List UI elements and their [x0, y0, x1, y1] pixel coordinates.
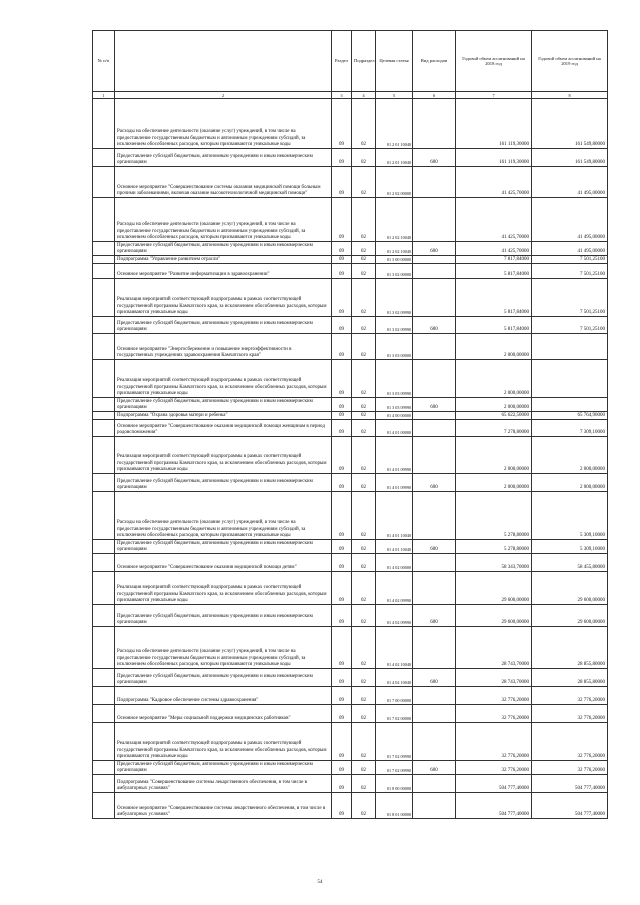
cell-2018: 32 776,20000 — [456, 723, 532, 761]
cell-target: 01 3 03 09990 — [376, 360, 413, 398]
cell-2018: 504 777,40000 — [456, 793, 532, 819]
cell-2019: 5 309,10000 — [532, 492, 608, 540]
table-row — [93, 775, 608, 793]
table-row — [93, 398, 608, 412]
cell-2018: 28 743,70000 — [456, 627, 532, 669]
cell-2019: 7 501,25100 — [532, 317, 608, 334]
header-podrazdel: Подраздел — [352, 31, 376, 92]
cell-2019: 2 000,00000 — [532, 437, 608, 474]
cell-razdel: 09 — [332, 167, 352, 198]
cell-razdel: 09 — [332, 198, 352, 242]
cell-podrazdel: 02 — [352, 149, 376, 167]
cell-2019: 161 549,80000 — [532, 149, 608, 167]
cell-razdel: 09 — [332, 554, 352, 572]
cell-2018: 5 278,80000 — [456, 492, 532, 540]
cell-num — [93, 256, 115, 264]
cell-num — [93, 198, 115, 242]
cell-podrazdel: 02 — [352, 687, 376, 705]
cell-num — [93, 554, 115, 572]
table-body — [93, 99, 608, 819]
cell-2019 — [532, 334, 608, 360]
table-row — [93, 627, 608, 669]
cell-name: Подпрограмма "Кадровое обеспечение системы здравоохранения" — [115, 687, 332, 705]
cell-podrazdel: 02 — [352, 256, 376, 264]
cell-vid — [413, 334, 456, 360]
column-number: 8 — [532, 92, 608, 99]
table-row — [93, 317, 608, 334]
cell-vid: 600 — [413, 398, 456, 412]
cell-razdel: 09 — [332, 99, 352, 149]
cell-name: Предоставление субсидий бюджетным, автономным учреждениям и иным некоммерческим организациям — [115, 669, 332, 687]
cell-podrazdel: 02 — [352, 723, 376, 761]
table-row — [93, 256, 608, 264]
cell-2019: 7 501,25100 — [532, 256, 608, 264]
cell-2019: 58 455,80000 — [532, 554, 608, 572]
cell-name: Реализация мероприятий соответствующей подпрограммы в рамках соответствующей государственной программы Камчатского края, за исключением обособленных расходов, которым присваиваются уникальные коды — [115, 723, 332, 761]
cell-target: 01 2 01 10040 — [376, 149, 413, 167]
cell-name: Реализация мероприятий соответствующей подпрограммы в рамках соответствующей государственной программы Камчатского края, за исключением обособленных расходов, которым присваиваются уникальные коды — [115, 360, 332, 398]
cell-razdel: 09 — [332, 264, 352, 279]
table-row — [93, 264, 608, 279]
cell-podrazdel: 02 — [352, 360, 376, 398]
cell-2018: 29 600,00000 — [456, 572, 532, 605]
header-target: Целевая статья — [376, 31, 413, 92]
cell-name: Основное мероприятие "Совершенствование оказания медицинской помощи детям" — [115, 554, 332, 572]
table-row — [93, 437, 608, 474]
table-row — [93, 360, 608, 398]
cell-razdel: 09 — [332, 256, 352, 264]
cell-target: 01 3 03 09990 — [376, 398, 413, 412]
cell-name: Расходы на обеспечение деятельности (оказание услуг) учреждений, в том числе на предоставление государственным бюджетным и автономным учреждениям субсидий, за исключением обособленных расходов, которым присваиваются уникальные коды — [115, 198, 332, 242]
cell-vid — [413, 99, 456, 149]
cell-podrazdel: 02 — [352, 437, 376, 474]
cell-target: 01 3 00 00000 — [376, 256, 413, 264]
table-row — [93, 334, 608, 360]
cell-2018: 5 278,80000 — [456, 540, 532, 554]
cell-vid — [413, 705, 456, 723]
cell-vid: 600 — [413, 761, 456, 775]
cell-2018: 2 000,00000 — [456, 437, 532, 474]
cell-vid — [413, 412, 456, 420]
cell-2018: 65 622,50000 — [456, 412, 532, 420]
cell-name: Подпрограмма "Управление развитием отрасли" — [115, 256, 332, 264]
cell-target: 01 4 02 00000 — [376, 554, 413, 572]
cell-num — [93, 149, 115, 167]
cell-podrazdel: 02 — [352, 627, 376, 669]
cell-num — [93, 775, 115, 793]
cell-num — [93, 437, 115, 474]
cell-num — [93, 669, 115, 687]
cell-num — [93, 398, 115, 412]
cell-target: 01 7 00 00000 — [376, 687, 413, 705]
cell-podrazdel: 02 — [352, 264, 376, 279]
cell-target: 01 2 02 10040 — [376, 242, 413, 256]
cell-2018: 2 000,00000 — [456, 360, 532, 398]
table-row — [93, 554, 608, 572]
cell-2018: 161 119,30000 — [456, 149, 532, 167]
cell-2018: 161 119,30000 — [456, 99, 532, 149]
cell-num — [93, 687, 115, 705]
cell-num — [93, 761, 115, 775]
cell-2019: 161 549,80000 — [532, 99, 608, 149]
header-vid: Вид расходов — [413, 31, 456, 92]
cell-podrazdel: 02 — [352, 398, 376, 412]
cell-2019: 32 776,20000 — [532, 723, 608, 761]
cell-razdel: 09 — [332, 360, 352, 398]
column-number-row — [93, 92, 608, 99]
cell-num — [93, 793, 115, 819]
page-number: 54 — [317, 880, 323, 885]
cell-razdel: 09 — [332, 279, 352, 317]
cell-target: 01 3 02 09990 — [376, 317, 413, 334]
table-row — [93, 687, 608, 705]
cell-2018: 5 817,84000 — [456, 264, 532, 279]
cell-vid — [413, 264, 456, 279]
cell-2018: 32 776,20000 — [456, 705, 532, 723]
cell-2018: 32 776,20000 — [456, 761, 532, 775]
cell-2018: 7 278,80000 — [456, 420, 532, 437]
cell-name: Предоставление субсидий бюджетным, автономным учреждениям и иным некоммерческим организациям — [115, 540, 332, 554]
cell-razdel: 09 — [332, 669, 352, 687]
budget-table — [92, 30, 608, 819]
cell-target: 01 4 01 10040 — [376, 492, 413, 540]
cell-target: 01 4 02 10040 — [376, 669, 413, 687]
cell-target: 01 4 02 10040 — [376, 627, 413, 669]
cell-target: 01 3 02 09990 — [376, 279, 413, 317]
cell-2019: 32 776,20000 — [532, 761, 608, 775]
cell-num — [93, 420, 115, 437]
cell-podrazdel: 02 — [352, 242, 376, 256]
cell-podrazdel: 02 — [352, 492, 376, 540]
cell-podrazdel: 02 — [352, 761, 376, 775]
cell-name: Реализация мероприятий соответствующей подпрограммы в рамках соответствующей государственной программы Камчатского края, за исключением обособленных расходов, которым присваиваются уникальные коды — [115, 279, 332, 317]
cell-name: Основное мероприятие "Развитие информатизации в здравоохранении" — [115, 264, 332, 279]
cell-name: Предоставление субсидий бюджетным, автономным учреждениям и иным некоммерческим организациям — [115, 317, 332, 334]
cell-name: Основное мероприятие "Энергосбережение и повышение энергоэффективности в государственных учреждениях здравоохранения Камчатского края" — [115, 334, 332, 360]
column-number: 7 — [456, 92, 532, 99]
cell-2019: 7 309,10000 — [532, 420, 608, 437]
cell-2019: 5 309,10000 — [532, 540, 608, 554]
cell-podrazdel: 02 — [352, 99, 376, 149]
header-num: № п/п — [93, 31, 115, 92]
cell-num — [93, 492, 115, 540]
cell-num — [93, 99, 115, 149]
column-number: 3 — [332, 92, 352, 99]
column-number: 6 — [413, 92, 456, 99]
cell-razdel: 09 — [332, 474, 352, 492]
cell-target: 01 8 01 00000 — [376, 793, 413, 819]
cell-2019: 32 776,20000 — [532, 705, 608, 723]
cell-podrazdel: 02 — [352, 572, 376, 605]
table-row — [93, 99, 608, 149]
cell-podrazdel: 02 — [352, 317, 376, 334]
cell-razdel: 09 — [332, 149, 352, 167]
table-row — [93, 705, 608, 723]
header-razdel: Раздел — [332, 31, 352, 92]
cell-2018: 2 000,00000 — [456, 334, 532, 360]
cell-target: 01 2 01 10040 — [376, 99, 413, 149]
cell-podrazdel: 02 — [352, 793, 376, 819]
cell-2019: 2 000,00000 — [532, 474, 608, 492]
cell-podrazdel: 02 — [352, 705, 376, 723]
cell-podrazdel: 02 — [352, 167, 376, 198]
cell-vid: 600 — [413, 242, 456, 256]
cell-vid — [413, 723, 456, 761]
cell-2019 — [532, 360, 608, 398]
cell-razdel: 09 — [332, 412, 352, 420]
cell-2018: 32 776,20000 — [456, 687, 532, 705]
cell-2019: 7 501,25100 — [532, 279, 608, 317]
table-row — [93, 492, 608, 540]
cell-vid — [413, 167, 456, 198]
cell-vid — [413, 627, 456, 669]
cell-2019: 29 600,00000 — [532, 605, 608, 627]
cell-podrazdel: 02 — [352, 412, 376, 420]
cell-2018: 2 000,00000 — [456, 398, 532, 412]
cell-2018: 41 425,70000 — [456, 198, 532, 242]
cell-name: Расходы на обеспечение деятельности (оказание услуг) учреждений, в том числе на предоставление государственным бюджетным и автономным учреждениям субсидий, за исключением обособленных расходов, которым присваиваются уникальные коды — [115, 99, 332, 149]
cell-name: Подпрограмма "Охрана здоровья матери и ребенка" — [115, 412, 332, 420]
cell-target: 01 4 01 09990 — [376, 437, 413, 474]
cell-razdel: 09 — [332, 572, 352, 605]
table-row — [93, 167, 608, 198]
cell-2018: 504 777,40000 — [456, 775, 532, 793]
cell-razdel: 09 — [332, 242, 352, 256]
cell-num — [93, 279, 115, 317]
cell-vid — [413, 775, 456, 793]
cell-target: 01 4 01 10040 — [376, 540, 413, 554]
cell-2019: 41 495,00000 — [532, 198, 608, 242]
cell-num — [93, 360, 115, 398]
cell-podrazdel: 02 — [352, 775, 376, 793]
cell-2018: 41 425,70000 — [456, 242, 532, 256]
cell-target: 01 8 00 00000 — [376, 775, 413, 793]
cell-2019: 32 776,20000 — [532, 687, 608, 705]
table-row — [93, 761, 608, 775]
cell-name: Предоставление субсидий бюджетным, автономным учреждениям и иным некоммерческим организациям — [115, 605, 332, 627]
cell-target: 01 3 02 00000 — [376, 264, 413, 279]
cell-name: Предоставление субсидий бюджетным, автономным учреждениям и иным некоммерческим организациям — [115, 149, 332, 167]
cell-name: Предоставление субсидий бюджетным, автономным учреждениям и иным некоммерческим организациям — [115, 474, 332, 492]
cell-name: Основное мероприятие "Совершенствование системы лекарственного обеспечения, в том числе в амбулаторных условиях" — [115, 793, 332, 819]
budget-document — [92, 30, 607, 819]
table-row — [93, 242, 608, 256]
cell-2018: 5 817,84000 — [456, 317, 532, 334]
cell-2018: 5 817,84000 — [456, 279, 532, 317]
cell-2018: 29 600,00000 — [456, 605, 532, 627]
cell-vid — [413, 437, 456, 474]
cell-target: 01 4 01 09990 — [376, 474, 413, 492]
cell-target: 01 4 00 00000 — [376, 412, 413, 420]
cell-podrazdel: 02 — [352, 420, 376, 437]
cell-vid — [413, 492, 456, 540]
cell-2018: 2 000,00000 — [456, 474, 532, 492]
table-row — [93, 420, 608, 437]
column-number: 5 — [376, 92, 413, 99]
header-2018: Годовой объем ассигнований на 2018 год — [456, 31, 532, 92]
cell-2019: 7 501,25100 — [532, 264, 608, 279]
cell-name: Основное мероприятие "Меры социальной поддержки медицинских работников" — [115, 705, 332, 723]
cell-vid — [413, 420, 456, 437]
cell-num — [93, 167, 115, 198]
cell-2019 — [532, 398, 608, 412]
cell-podrazdel: 02 — [352, 334, 376, 360]
cell-2018: 41 425,70000 — [456, 167, 532, 198]
table-row — [93, 572, 608, 605]
cell-razdel: 09 — [332, 761, 352, 775]
cell-num — [93, 540, 115, 554]
cell-num — [93, 264, 115, 279]
cell-razdel: 09 — [332, 540, 352, 554]
table-row — [93, 279, 608, 317]
cell-name: Расходы на обеспечение деятельности (оказание услуг) учреждений, в том числе на предоставление государственным бюджетным и автономным учреждениям субсидий, за исключением обособленных расходов, которым присваиваются уникальные коды — [115, 627, 332, 669]
cell-num — [93, 242, 115, 256]
table-row — [93, 198, 608, 242]
cell-name: Предоставление субсидий бюджетным, автономным учреждениям и иным некоммерческим организациям — [115, 398, 332, 412]
cell-razdel: 09 — [332, 605, 352, 627]
cell-podrazdel: 02 — [352, 474, 376, 492]
cell-target: 01 3 03 00000 — [376, 334, 413, 360]
cell-podrazdel: 02 — [352, 605, 376, 627]
cell-name: Предоставление субсидий бюджетным, автономным учреждениям и иным некоммерческим организациям — [115, 242, 332, 256]
cell-2019: 29 600,00000 — [532, 572, 608, 605]
header-2019: Годовой объем ассигнований на 2019 год — [532, 31, 608, 92]
table-row — [93, 149, 608, 167]
cell-razdel: 09 — [332, 723, 352, 761]
table-row — [93, 669, 608, 687]
cell-name: Реализация мероприятий соответствующей подпрограммы в рамках соответствующей государственной программы Камчатского края, за исключением обособленных расходов, которым присваиваются уникальные коды — [115, 572, 332, 605]
cell-razdel: 09 — [332, 420, 352, 437]
cell-name: Реализация мероприятий соответствующей подпрограммы в рамках соответствующей государственной программы Камчатского края, за исключением обособленных расходов, которым присваиваются уникальные коды — [115, 437, 332, 474]
cell-vid: 600 — [413, 540, 456, 554]
cell-razdel: 09 — [332, 437, 352, 474]
cell-num — [93, 723, 115, 761]
table-row — [93, 793, 608, 819]
cell-podrazdel: 02 — [352, 279, 376, 317]
cell-vid: 600 — [413, 605, 456, 627]
cell-2019: 41 495,00000 — [532, 167, 608, 198]
cell-name: Основное мероприятие "Совершенствование системы оказания медицинской помощи больным прочими заболеваниями, включая оказание высокотехнологичной медицинской помощи" — [115, 167, 332, 198]
cell-razdel: 09 — [332, 334, 352, 360]
cell-vid — [413, 554, 456, 572]
cell-2019: 504 777,40000 — [532, 775, 608, 793]
cell-num — [93, 334, 115, 360]
table-row — [93, 723, 608, 761]
cell-podrazdel: 02 — [352, 554, 376, 572]
cell-razdel: 09 — [332, 687, 352, 705]
column-number: 1 — [93, 92, 115, 99]
cell-num — [93, 572, 115, 605]
cell-2018: 28 743,70000 — [456, 669, 532, 687]
cell-target: 01 4 01 00000 — [376, 420, 413, 437]
cell-name: Основное мероприятие "Совершенствование оказания медицинской помощи женщинам в период родовспоможения" — [115, 420, 332, 437]
cell-podrazdel: 02 — [352, 198, 376, 242]
cell-2019: 28 855,80000 — [532, 669, 608, 687]
cell-num — [93, 627, 115, 669]
column-number: 2 — [115, 92, 332, 99]
cell-target: 01 4 02 09990 — [376, 605, 413, 627]
cell-num — [93, 605, 115, 627]
cell-razdel: 09 — [332, 627, 352, 669]
cell-2019: 504 777,40000 — [532, 793, 608, 819]
cell-2019: 41 495,00000 — [532, 242, 608, 256]
header-name — [115, 31, 332, 92]
cell-podrazdel: 02 — [352, 669, 376, 687]
cell-razdel: 09 — [332, 775, 352, 793]
cell-vid: 600 — [413, 669, 456, 687]
cell-num — [93, 705, 115, 723]
cell-target: 01 7 02 09990 — [376, 761, 413, 775]
cell-vid: 600 — [413, 149, 456, 167]
cell-2018: 7 817,84000 — [456, 256, 532, 264]
cell-vid: 600 — [413, 474, 456, 492]
cell-2018: 58 343,70000 — [456, 554, 532, 572]
cell-vid — [413, 793, 456, 819]
table-row — [93, 540, 608, 554]
cell-name: Подпрограмма "Совершенствование системы лекарственного обеспечения, в том числе в амбулаторных условиях" — [115, 775, 332, 793]
table-row — [93, 412, 608, 420]
cell-vid — [413, 572, 456, 605]
cell-num — [93, 317, 115, 334]
cell-vid: 600 — [413, 317, 456, 334]
cell-vid — [413, 360, 456, 398]
header-row — [93, 31, 608, 92]
cell-2019: 28 855,80000 — [532, 627, 608, 669]
cell-target: 01 2 02 00000 — [376, 167, 413, 198]
cell-num — [93, 474, 115, 492]
cell-razdel: 09 — [332, 398, 352, 412]
cell-target: 01 2 02 10040 — [376, 198, 413, 242]
cell-razdel: 09 — [332, 492, 352, 540]
table-row — [93, 605, 608, 627]
cell-name: Предоставление субсидий бюджетным, автономным учреждениям и иным некоммерческим организациям — [115, 761, 332, 775]
cell-razdel: 09 — [332, 705, 352, 723]
column-number: 4 — [352, 92, 376, 99]
cell-vid — [413, 687, 456, 705]
cell-target: 01 7 02 09990 — [376, 723, 413, 761]
cell-target: 01 4 02 09990 — [376, 572, 413, 605]
cell-podrazdel: 02 — [352, 540, 376, 554]
cell-vid — [413, 279, 456, 317]
cell-vid — [413, 198, 456, 242]
cell-target: 01 7 02 00000 — [376, 705, 413, 723]
cell-razdel: 09 — [332, 793, 352, 819]
cell-razdel: 09 — [332, 317, 352, 334]
cell-name: Расходы на обеспечение деятельности (оказание услуг) учреждений, в том числе на предоставление государственным бюджетным и автономным учреждениям субсидий, за исключением обособленных расходов, которым присваиваются уникальные коды — [115, 492, 332, 540]
cell-vid — [413, 256, 456, 264]
cell-2019: 65 764,90000 — [532, 412, 608, 420]
table-row — [93, 474, 608, 492]
cell-num — [93, 412, 115, 420]
